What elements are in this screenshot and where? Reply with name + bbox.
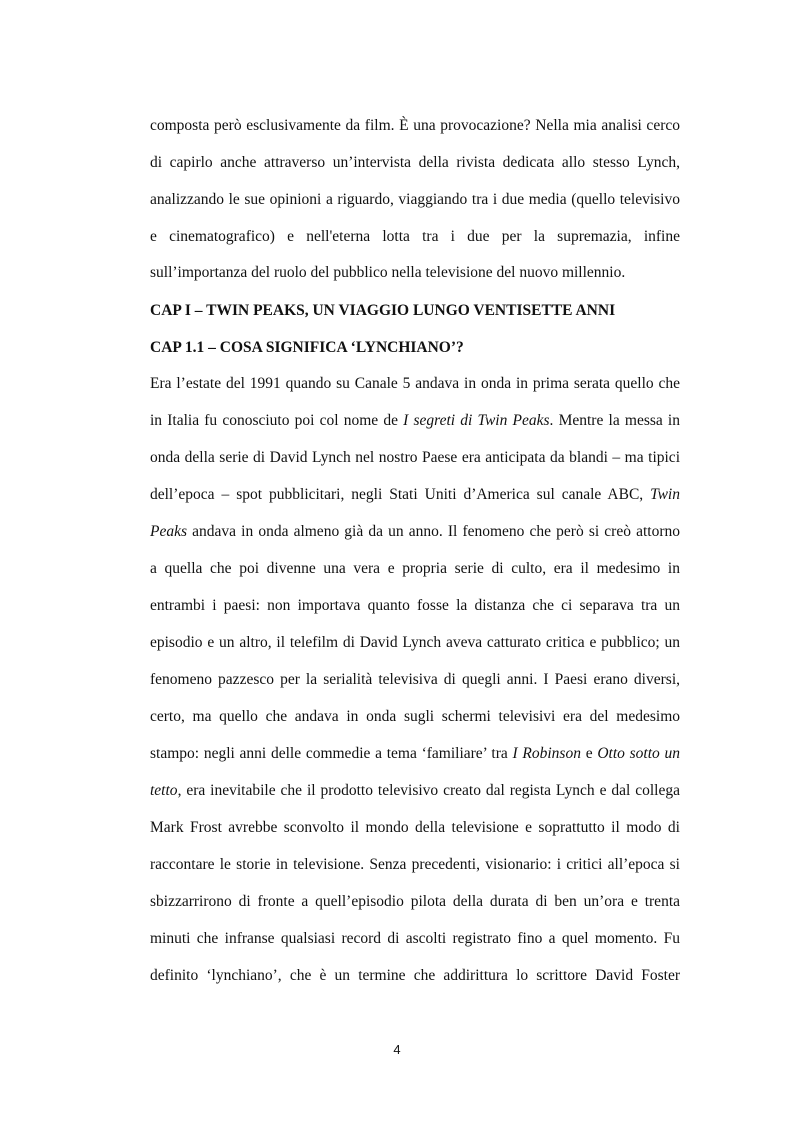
body-line-3: onda della serie di David Lynch nel nostro Paese era anticipata da blandi – ma tipici: [150, 449, 680, 466]
body-line-6: a quella che poi divenne una vera e propria serie di culto, era il medesimo in: [150, 560, 680, 577]
body-line-8: episodio e un altro, il telefilm di David Lynch aveva catturato critica e pubblico; un: [150, 634, 680, 651]
body-line-5-b: andava in onda almeno già da un anno. Il fenomeno che però si creò attorno: [187, 523, 680, 540]
body-line-1: Era l’estate del 1991 quando su Canale 5 andava in onda in prima serata quello che: [150, 375, 680, 392]
title-i-robinson: I Robinson: [512, 745, 581, 762]
body-line-16: minuti che infranse qualsiasi record di ascolti registrato fino a quel momento. Fu: [150, 930, 680, 947]
intro-line-4: e cinematografico) e nell'eterna lotta tra i due per la supremazia, infine: [150, 228, 680, 245]
intro-line-1: composta però esclusivamente da film. È una provocazione? Nella mia analisi cerco: [150, 117, 680, 134]
body-line-2-a: in Italia fu conosciuto poi col nome de: [150, 412, 404, 429]
body-line-7: entrambi i paesi: non importava quanto fosse la distanza che ci separava tra un: [150, 597, 680, 614]
body-line-11: [150, 744, 680, 764]
body-line-4-a: dell’epoca – spot pubblicitari, negli Stati Uniti d’America sul canale ABC,: [150, 486, 651, 503]
intro-line-2: di capirlo anche attraverso un’intervista della rivista dedicata allo stesso Lynch,: [150, 154, 680, 171]
body-line-2: [150, 411, 680, 431]
body-line-10: certo, ma quello che andava in onda sugli schermi televisivi era del medesimo: [150, 708, 680, 725]
body-line-2-c: . Mentre la messa in: [549, 412, 680, 429]
title-i-segreti-di-twin-peaks: I segreti di Twin Peaks: [403, 412, 550, 429]
page-number: 4: [393, 1042, 401, 1057]
intro-line-5: sull’importanza del ruolo del pubblico nella televisione del nuovo millennio.: [150, 264, 626, 281]
intro-line-3: analizzando le sue opinioni a riguardo, viaggiando tra i due media (quello televisivo: [150, 191, 680, 208]
body-line-15: sbizzarrirono di fronte a quell’episodio pilota della durata di ben un’ora e trenta: [150, 893, 680, 910]
body-line-11-c: e: [580, 745, 598, 762]
section-heading: CAP 1.1 – COSA SIGNIFICA ‘LYNCHIANO’?: [150, 339, 464, 356]
title-otto-sotto-un: Otto sotto un: [597, 745, 680, 762]
body-line-11-a: stampo: negli anni delle commedie a tema ‘familiare’ tra: [150, 745, 513, 762]
title-tetto-fragment: tetto: [150, 782, 178, 799]
chapter-heading: CAP I – TWIN PEAKS, UN VIAGGIO LUNGO VENTISETTE ANNI: [150, 302, 616, 319]
body-line-4: [150, 485, 680, 505]
body-line-12: [150, 781, 680, 801]
title-twin-fragment: Twin: [650, 486, 680, 503]
body-line-5: [150, 522, 680, 542]
body-line-13: Mark Frost avrebbe sconvolto il mondo della televisione e soprattutto il modo di: [150, 819, 680, 836]
title-peaks-fragment: Peaks: [150, 523, 188, 540]
body-line-9: fenomeno pazzesco per la serialità televisiva di quegli anni. I Paesi erano diversi,: [150, 671, 680, 688]
body-line-17: definito ‘lynchiano’, che è un termine che addirittura lo scrittore David Foster: [150, 967, 680, 984]
body-line-12-b: , era inevitabile che il prodotto televisivo creato dal regista Lynch e dal collega: [177, 782, 680, 799]
body-line-14: raccontare le storie in televisione. Senza precedenti, visionario: i critici all’epoca si: [150, 856, 680, 873]
